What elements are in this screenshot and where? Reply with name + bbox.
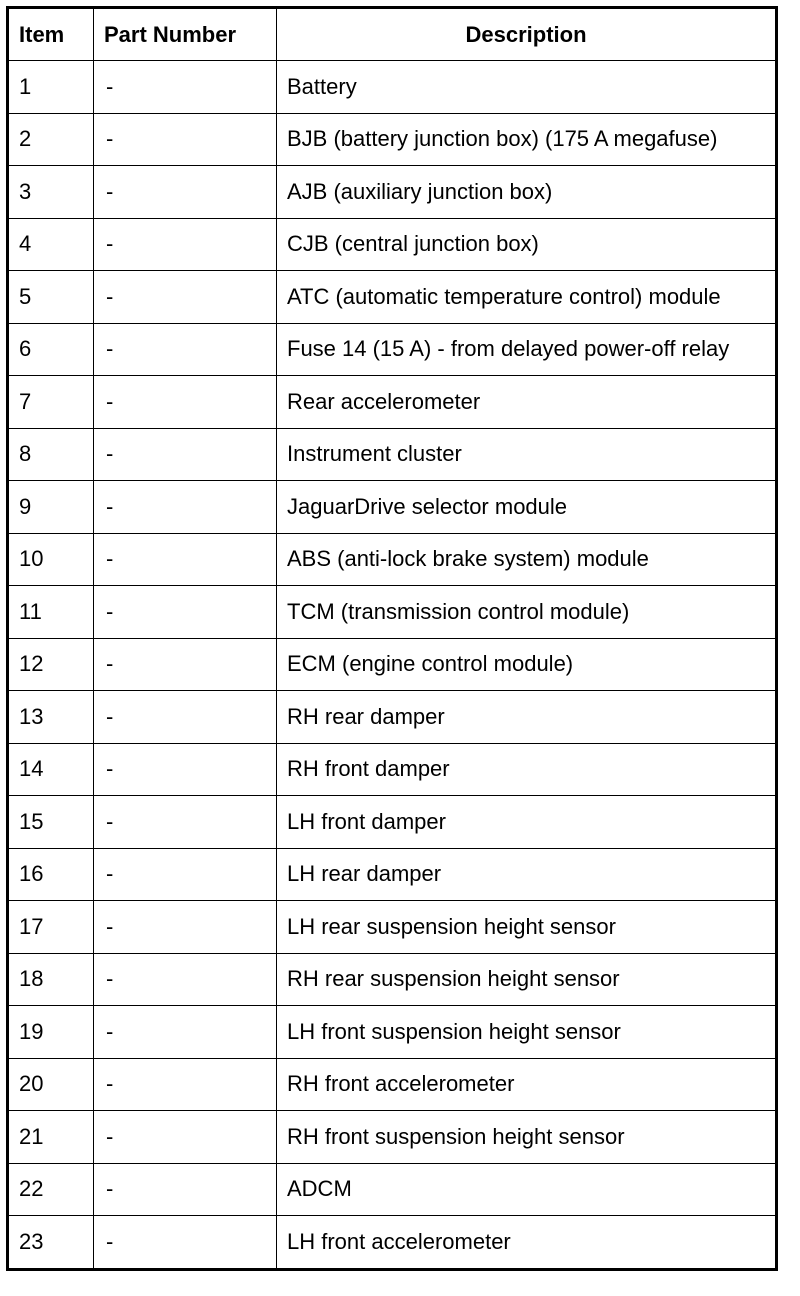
part-number-cell: - <box>94 691 277 744</box>
item-cell: 13 <box>8 691 94 744</box>
part-number-cell: - <box>94 586 277 639</box>
table-row <box>8 1216 777 1270</box>
table-row <box>8 166 777 219</box>
item-cell: 3 <box>8 166 94 219</box>
table-row <box>8 113 777 166</box>
item-cell: 16 <box>8 848 94 901</box>
table-row <box>8 796 777 849</box>
table-row <box>8 533 777 586</box>
table-row <box>8 1163 777 1216</box>
part-number-cell: - <box>94 481 277 534</box>
description-cell: ABS (anti-lock brake system) module <box>277 533 777 586</box>
description-cell: RH front suspension height sensor <box>277 1111 777 1164</box>
part-number-cell: - <box>94 1111 277 1164</box>
header-description: Description <box>277 8 777 61</box>
part-number-cell: - <box>94 1058 277 1111</box>
item-cell: 4 <box>8 218 94 271</box>
item-cell: 7 <box>8 376 94 429</box>
table-header <box>8 8 777 61</box>
part-number-cell: - <box>94 848 277 901</box>
part-number-cell: - <box>94 533 277 586</box>
table-row <box>8 1006 777 1059</box>
part-number-cell: - <box>94 743 277 796</box>
part-number-cell: - <box>94 1163 277 1216</box>
description-cell: Fuse 14 (15 A) - from delayed power-off relay <box>277 323 777 376</box>
description-cell: ADCM <box>277 1163 777 1216</box>
item-cell: 14 <box>8 743 94 796</box>
table-row <box>8 428 777 481</box>
description-cell: JaguarDrive selector module <box>277 481 777 534</box>
part-number-cell: - <box>94 1006 277 1059</box>
table-row <box>8 1058 777 1111</box>
part-number-cell: - <box>94 953 277 1006</box>
item-cell: 8 <box>8 428 94 481</box>
table-row <box>8 61 777 114</box>
part-number-cell: - <box>94 1216 277 1270</box>
item-cell: 1 <box>8 61 94 114</box>
item-cell: 20 <box>8 1058 94 1111</box>
header-row <box>8 8 777 61</box>
description-cell: CJB (central junction box) <box>277 218 777 271</box>
description-cell: Rear accelerometer <box>277 376 777 429</box>
table-row <box>8 481 777 534</box>
table-row <box>8 901 777 954</box>
part-number-cell: - <box>94 376 277 429</box>
part-number-cell: - <box>94 113 277 166</box>
table-row <box>8 691 777 744</box>
part-number-cell: - <box>94 638 277 691</box>
item-cell: 12 <box>8 638 94 691</box>
table-row <box>8 586 777 639</box>
table-row <box>8 953 777 1006</box>
table-row <box>8 323 777 376</box>
description-cell: ATC (automatic temperature control) module <box>277 271 777 324</box>
item-cell: 9 <box>8 481 94 534</box>
item-cell: 17 <box>8 901 94 954</box>
description-cell: Instrument cluster <box>277 428 777 481</box>
table-row <box>8 1111 777 1164</box>
description-cell: TCM (transmission control module) <box>277 586 777 639</box>
part-number-cell: - <box>94 271 277 324</box>
part-number-cell: - <box>94 166 277 219</box>
item-cell: 19 <box>8 1006 94 1059</box>
table-row <box>8 848 777 901</box>
description-cell: RH rear damper <box>277 691 777 744</box>
description-cell: RH front accelerometer <box>277 1058 777 1111</box>
part-number-cell: - <box>94 323 277 376</box>
header-item: Item <box>8 8 94 61</box>
parts-table <box>6 6 778 1271</box>
item-cell: 6 <box>8 323 94 376</box>
part-number-cell: - <box>94 61 277 114</box>
description-cell: AJB (auxiliary junction box) <box>277 166 777 219</box>
table-row <box>8 218 777 271</box>
item-cell: 23 <box>8 1216 94 1270</box>
description-cell: LH rear suspension height sensor <box>277 901 777 954</box>
item-cell: 10 <box>8 533 94 586</box>
table-row <box>8 376 777 429</box>
item-cell: 21 <box>8 1111 94 1164</box>
description-cell: LH front damper <box>277 796 777 849</box>
item-cell: 15 <box>8 796 94 849</box>
table-body <box>8 61 777 1270</box>
item-cell: 22 <box>8 1163 94 1216</box>
description-cell: BJB (battery junction box) (175 A megafuse) <box>277 113 777 166</box>
description-cell: RH front damper <box>277 743 777 796</box>
item-cell: 18 <box>8 953 94 1006</box>
description-cell: ECM (engine control module) <box>277 638 777 691</box>
table-row <box>8 638 777 691</box>
description-cell: Battery <box>277 61 777 114</box>
description-cell: LH front suspension height sensor <box>277 1006 777 1059</box>
header-part-number: Part Number <box>94 8 277 61</box>
description-cell: LH front accelerometer <box>277 1216 777 1270</box>
part-number-cell: - <box>94 901 277 954</box>
table-row <box>8 271 777 324</box>
part-number-cell: - <box>94 796 277 849</box>
part-number-cell: - <box>94 218 277 271</box>
item-cell: 11 <box>8 586 94 639</box>
description-cell: LH rear damper <box>277 848 777 901</box>
item-cell: 5 <box>8 271 94 324</box>
description-cell: RH rear suspension height sensor <box>277 953 777 1006</box>
part-number-cell: - <box>94 428 277 481</box>
item-cell: 2 <box>8 113 94 166</box>
table-row <box>8 743 777 796</box>
